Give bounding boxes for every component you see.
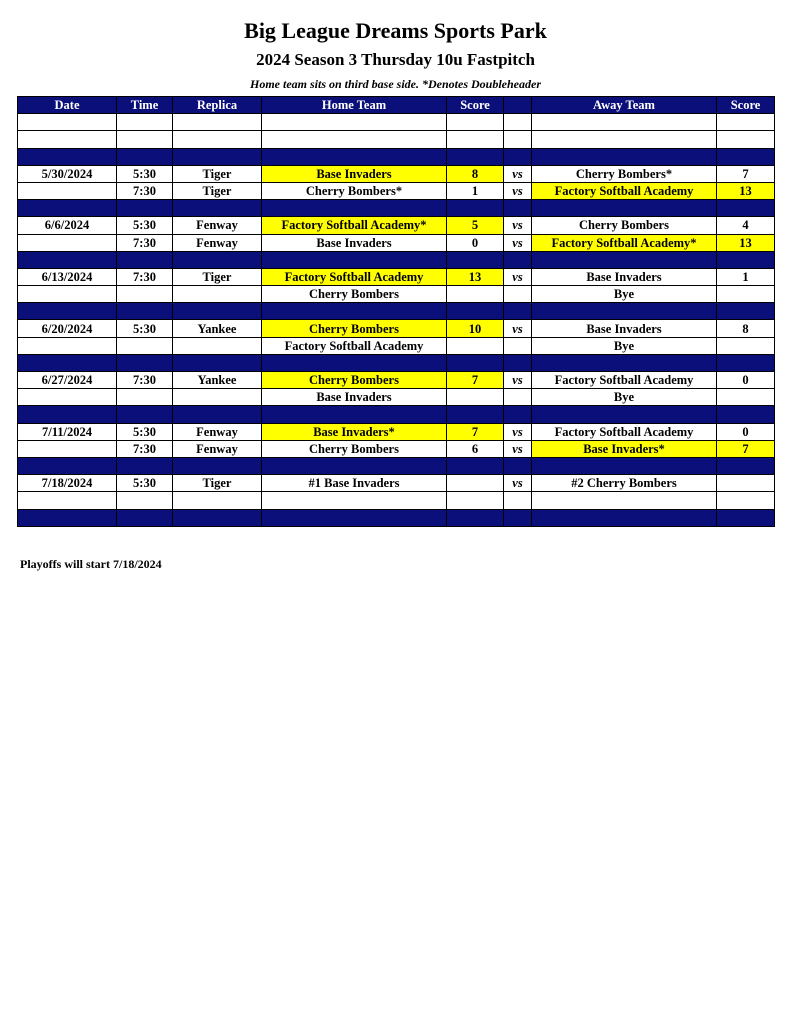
home-score-cell [447,286,504,303]
home-team-cell: Cherry Bombers [262,372,447,389]
separator-cell [717,148,775,165]
away-team-cell: Factory Softball Academy [532,423,717,440]
away-score-cell: 7 [717,165,775,182]
separator-cell [262,200,447,217]
game-row [18,389,775,406]
separator-cell [504,406,532,423]
separator-cell [504,354,532,371]
away-score-cell: 13 [717,182,775,199]
date-cell: 6/27/2024 [18,372,117,389]
away-team-cell: Cherry Bombers* [532,165,717,182]
vs-cell: vs [504,268,532,285]
separator-cell [447,303,504,320]
blank-cell [173,114,262,131]
separator-row [18,251,775,268]
blank-cell [532,131,717,148]
date-cell [18,182,117,199]
blank-cell [117,114,173,131]
separator-cell [447,354,504,371]
schedule-table [17,96,775,527]
replica-cell: Tiger [173,268,262,285]
blank-cell [18,492,117,509]
time-cell: 7:30 [117,234,173,251]
blank-cell [717,492,775,509]
date-cell: 6/13/2024 [18,268,117,285]
vs-cell: vs [504,372,532,389]
home-team-cell: Base Invaders [262,165,447,182]
home-score-cell: 1 [447,182,504,199]
separator-cell [117,251,173,268]
col-header-home-team: Home Team [262,97,447,114]
col-header-away-score: Score [717,97,775,114]
separator-cell [262,457,447,474]
replica-cell: Fenway [173,234,262,251]
separator-cell [262,354,447,371]
separator-cell [717,354,775,371]
home-score-cell: 7 [447,372,504,389]
separator-cell [173,457,262,474]
separator-row [18,406,775,423]
date-cell: 7/11/2024 [18,423,117,440]
blank-cell [447,114,504,131]
separator-cell [262,303,447,320]
date-cell [18,389,117,406]
separator-cell [504,148,532,165]
vs-cell [504,337,532,354]
date-cell: 6/6/2024 [18,217,117,234]
away-team-cell: Cherry Bombers [532,217,717,234]
separator-cell [504,509,532,526]
vs-cell [504,389,532,406]
away-score-cell: 7 [717,440,775,457]
separator-cell [447,457,504,474]
page-title: Big League Dreams Sports Park [244,18,547,43]
away-score-cell: 0 [717,423,775,440]
vs-cell: vs [504,165,532,182]
separator-cell [173,303,262,320]
home-team-cell: Factory Softball Academy [262,337,447,354]
home-team-cell: #1 Base Invaders [262,475,447,492]
vs-cell: vs [504,440,532,457]
game-row [18,234,775,251]
blank-cell [117,131,173,148]
game-row [18,337,775,354]
separator-cell [447,509,504,526]
away-team-cell: Factory Softball Academy [532,372,717,389]
separator-cell [173,200,262,217]
blank-cell [532,492,717,509]
separator-cell [717,200,775,217]
time-cell: 5:30 [117,320,173,337]
home-score-cell: 5 [447,217,504,234]
away-team-cell: Bye [532,286,717,303]
time-cell: 5:30 [117,475,173,492]
home-score-cell [447,337,504,354]
separator-cell [262,148,447,165]
game-row [18,182,775,199]
separator-cell [18,200,117,217]
time-cell [117,389,173,406]
header-row [18,97,775,114]
col-header-home-score: Score [447,97,504,114]
time-cell: 7:30 [117,372,173,389]
separator-cell [504,200,532,217]
separator-row [18,200,775,217]
separator-cell [262,406,447,423]
time-cell: 5:30 [117,165,173,182]
replica-cell: Yankee [173,372,262,389]
away-score-cell [717,337,775,354]
separator-cell [504,251,532,268]
separator-cell [447,148,504,165]
separator-cell [173,251,262,268]
away-team-cell: Base Invaders [532,320,717,337]
away-team-cell: Factory Softball Academy [532,182,717,199]
separator-cell [447,251,504,268]
time-cell: 5:30 [117,423,173,440]
replica-cell: Tiger [173,475,262,492]
separator-cell [717,251,775,268]
time-cell [117,286,173,303]
blank-cell [447,492,504,509]
separator-cell [447,406,504,423]
time-cell: 7:30 [117,182,173,199]
blank-cell [173,131,262,148]
separator-row [18,354,775,371]
separator-cell [117,457,173,474]
separator-cell [262,509,447,526]
separator-cell [18,406,117,423]
game-row [18,475,775,492]
game-row [18,320,775,337]
home-score-cell: 13 [447,268,504,285]
blank-cell [117,492,173,509]
separator-cell [117,148,173,165]
separator-cell [532,354,717,371]
separator-cell [262,251,447,268]
home-score-cell: 0 [447,234,504,251]
home-score-cell: 10 [447,320,504,337]
away-team-cell: Bye [532,337,717,354]
separator-cell [117,509,173,526]
replica-cell: Fenway [173,217,262,234]
separator-cell [173,354,262,371]
replica-cell [173,337,262,354]
blank-row [18,492,775,509]
home-score-cell [447,389,504,406]
separator-cell [532,251,717,268]
replica-cell: Tiger [173,165,262,182]
separator-cell [117,406,173,423]
away-score-cell: 13 [717,234,775,251]
separator-cell [117,303,173,320]
game-row [18,440,775,457]
separator-cell [504,457,532,474]
time-cell: 7:30 [117,440,173,457]
blank-cell [504,492,532,509]
blank-cell [447,131,504,148]
replica-cell: Fenway [173,440,262,457]
away-score-cell [717,475,775,492]
separator-cell [532,200,717,217]
away-score-cell: 1 [717,268,775,285]
home-team-cell: Cherry Bombers [262,286,447,303]
col-header-date: Date [18,97,117,114]
game-row [18,217,775,234]
date-cell [18,234,117,251]
replica-cell [173,389,262,406]
blank-row [18,114,775,131]
home-team-cell: Base Invaders* [262,423,447,440]
separator-cell [18,354,117,371]
time-cell [117,337,173,354]
separator-cell [18,148,117,165]
separator-row [18,457,775,474]
away-team-cell: Factory Softball Academy* [532,234,717,251]
home-team-cell: Factory Softball Academy* [262,217,447,234]
separator-cell [18,509,117,526]
away-score-cell: 4 [717,217,775,234]
date-cell: 5/30/2024 [18,165,117,182]
game-row [18,268,775,285]
date-cell [18,440,117,457]
away-team-cell: Base Invaders [532,268,717,285]
game-row [18,372,775,389]
vs-cell: vs [504,182,532,199]
game-row [18,286,775,303]
date-cell [18,286,117,303]
separator-cell [532,457,717,474]
replica-cell: Fenway [173,423,262,440]
blank-cell [18,131,117,148]
home-team-cell: Cherry Bombers [262,320,447,337]
away-team-cell: Base Invaders* [532,440,717,457]
home-score-cell: 8 [447,165,504,182]
away-score-cell [717,389,775,406]
schedule-body [18,114,775,527]
blank-row [18,131,775,148]
blank-cell [717,114,775,131]
time-cell: 7:30 [117,268,173,285]
vs-cell: vs [504,320,532,337]
separator-cell [18,251,117,268]
home-score-cell: 6 [447,440,504,457]
separator-cell [173,148,262,165]
away-score-cell: 8 [717,320,775,337]
date-cell: 7/18/2024 [18,475,117,492]
playoffs-note: Playoffs will start 7/18/2024 [20,557,162,571]
blank-cell [173,492,262,509]
date-cell: 6/20/2024 [18,320,117,337]
col-header-time: Time [117,97,173,114]
page-subtitle: 2024 Season 3 Thursday 10u Fastpitch [256,50,535,69]
replica-cell [173,286,262,303]
col-header-replica: Replica [173,97,262,114]
separator-cell [717,509,775,526]
separator-cell [18,303,117,320]
game-row [18,423,775,440]
blank-cell [18,114,117,131]
time-cell: 5:30 [117,217,173,234]
separator-cell [532,509,717,526]
game-row [18,165,775,182]
vs-cell: vs [504,423,532,440]
separator-row [18,148,775,165]
separator-cell [532,148,717,165]
home-score-cell: 7 [447,423,504,440]
home-score-cell [447,475,504,492]
replica-cell: Tiger [173,182,262,199]
separator-cell [18,457,117,474]
separator-cell [532,303,717,320]
date-cell [18,337,117,354]
away-score-cell: 0 [717,372,775,389]
header-note: Home team sits on third base side. *Denotes Doubleheader [250,77,541,91]
replica-cell: Yankee [173,320,262,337]
col-header-vs [504,97,532,114]
away-team-cell: #2 Cherry Bombers [532,475,717,492]
separator-cell [117,200,173,217]
separator-cell [117,354,173,371]
blank-cell [717,131,775,148]
away-score-cell [717,286,775,303]
blank-cell [504,131,532,148]
separator-cell [173,406,262,423]
vs-cell: vs [504,217,532,234]
blank-cell [504,114,532,131]
separator-cell [504,303,532,320]
vs-cell: vs [504,475,532,492]
home-team-cell: Base Invaders [262,234,447,251]
separator-cell [532,406,717,423]
blank-cell [262,131,447,148]
home-team-cell: Cherry Bombers* [262,182,447,199]
separator-cell [717,303,775,320]
separator-cell [717,406,775,423]
home-team-cell: Cherry Bombers [262,440,447,457]
col-header-away-team: Away Team [532,97,717,114]
blank-cell [532,114,717,131]
home-team-cell: Base Invaders [262,389,447,406]
home-team-cell: Factory Softball Academy [262,268,447,285]
separator-row [18,509,775,526]
away-team-cell: Bye [532,389,717,406]
vs-cell: vs [504,234,532,251]
blank-cell [262,114,447,131]
separator-cell [717,457,775,474]
separator-cell [173,509,262,526]
vs-cell [504,286,532,303]
separator-row [18,303,775,320]
separator-cell [447,200,504,217]
blank-cell [262,492,447,509]
